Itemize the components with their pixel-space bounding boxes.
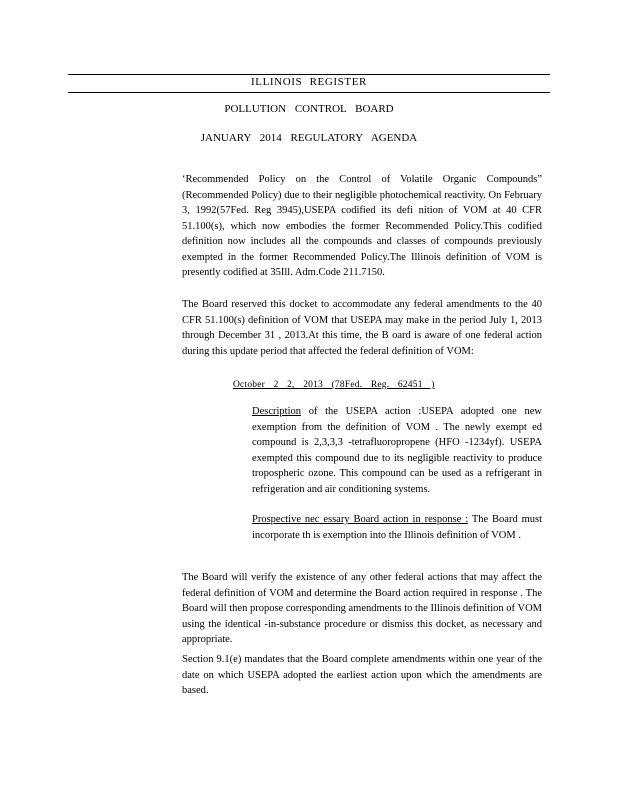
paragraph-board-reserved-docket: The Board reserved this docket to accommodate any federal amendments to the 40 CFR 51.100(s) definition of VOM that USEPA may make in the period July 1, 2013 through December 31 , 2013.At this time, the B oard is aware of one federal action during this update period that affected the federal definition of VOM: (182, 299, 542, 357)
paragraph-board-verify-existence: The Board will verify the existence of any other federal actions that may affect the federal definition of VOM and determine the Board action required in response . The Board will then propose corresponding amendments to the Illinois definition of VOM using the identical -in-substance procedure or dismiss this docket, as necessary and appropriate. (182, 572, 542, 645)
paragraph-recommended-policy: ‘Recommended Policy on the Control of Volatile Organic Compounds” (Recommended Policy) due to their negligible photochemical reactivity. On February 3, 1992(57Fed. Reg 3945),USEPA codified its defi nition of VOM at 40 CFR 51.100(s), which now embodies the former Recommended Policy.This codified definition now includes all the compounds and classes of compounds previously exempted in the former Recommended Policy.The Illinois definition of VOM is presently codified at 35Ill. Adm.Code 211.7150. (182, 174, 542, 278)
prospective-action-heading-label: Prospective nec essary Board action in response : (252, 514, 469, 525)
description-body-text: of the USEPA action :USEPA adopted one new exemption from the definition of VOM . The newly exempt ed compound is 2,3,3,3 -tetrafluoropropene (HFO -1234yf). USEPA exempted this compound due to its negligible reactivity to produce tropospheric ozone. This compound can be used as a refrigerant in refrigeration and air conditioning systems. (252, 406, 542, 495)
federal-register-citation: October 2 2, 2013 (78Fed. Reg. 62451 ) (233, 380, 435, 390)
header-rule-bottom (68, 92, 550, 93)
paragraph-prospective-board-action (252, 512, 542, 543)
paragraph-section-9-1-e: Section 9.1(e) mandates that the Board complete amendments within one year of the date on which USEPA adopted the earliest action upon which the amendments are based. (182, 654, 542, 696)
paragraph-usepa-action-description (252, 404, 542, 497)
header-rule-top (68, 74, 550, 75)
document-header-title: ILLINOIS REGISTER (251, 76, 367, 88)
heading-pollution-control-board: POLLUTION CONTROL BOARD (224, 103, 394, 115)
description-heading-label: Description (252, 406, 301, 417)
prospective-action-body-text: The Board must incorporate th is exemption into the Illinois definition of VOM . (252, 514, 542, 541)
heading-regulatory-agenda: JANUARY 2014 REGULATORY AGENDA (200, 132, 418, 144)
